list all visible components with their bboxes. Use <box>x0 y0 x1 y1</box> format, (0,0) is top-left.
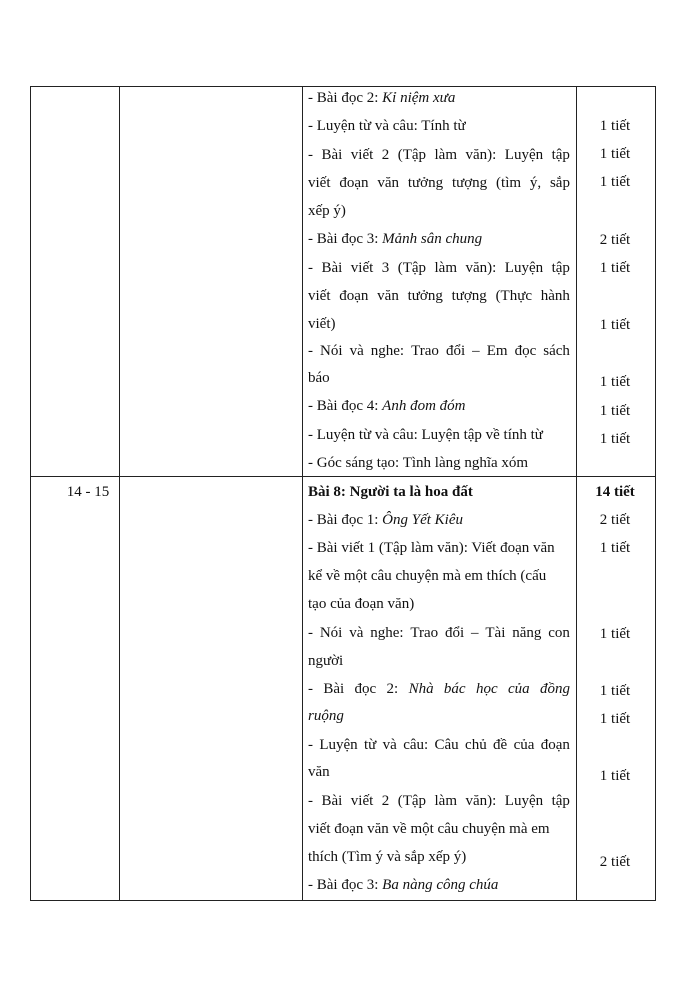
table-top-border <box>30 86 656 87</box>
lesson-writing-1-line2: kể về một câu chuyện mà em thích (cấu <box>308 568 547 584</box>
lesson-writing-1-line3: tạo của đoạn văn) <box>308 596 415 612</box>
lesson-reading-2: - Bài đọc 2: Kỉ niệm xưa <box>308 90 456 106</box>
period-value: 1 tiết <box>599 118 631 134</box>
period-value: 1 tiết <box>599 260 631 276</box>
unit-total-periods: 14 tiết <box>595 484 635 500</box>
lesson-writing-2b-line1: - Bài viết 2 (Tập làm văn): Luyện tập <box>308 793 570 809</box>
lesson-reading-3b: - Bài đọc 3: Ba nàng công chúa <box>308 877 499 893</box>
lesson-reading-3: - Bài đọc 3: Mảnh sân chung <box>308 231 483 247</box>
lesson-vocab-topic-line2: văn <box>308 764 330 780</box>
lesson-writing-2-line1: - Bài viết 2 (Tập làm văn): Luyện tập <box>308 147 570 163</box>
lesson-speaking-talent-line1: - Nói và nghe: Trao đổi – Tài năng con <box>308 625 570 641</box>
week-range: 14 - 15 <box>66 484 110 500</box>
lesson-vocab-topic-line1: - Luyện từ và câu: Câu chủ đề của đoạn <box>308 737 570 753</box>
lesson-speaking-line2: báo <box>308 370 330 386</box>
lesson-reading-2b-line1: - Bài đọc 2: Nhà bác học của đồng <box>308 681 570 697</box>
lesson-writing-3-line1: - Bài viết 3 (Tập làm văn): Luyện tập <box>308 260 570 276</box>
period-value: 1 tiết <box>599 683 631 699</box>
period-value: 1 tiết <box>599 374 631 390</box>
table-bottom-border <box>30 900 656 901</box>
period-value: 1 tiết <box>599 317 631 333</box>
lesson-speaking-talent-line2: người <box>308 653 344 669</box>
lesson-writing-2b-line3: thích (Tìm ý và sắp xếp ý) <box>308 849 467 865</box>
period-value: 1 tiết <box>599 403 631 419</box>
lesson-writing-2b-line2: viết đoạn văn về một câu chuyện mà em <box>308 821 550 837</box>
period-value: 2 tiết <box>599 232 631 248</box>
lesson-writing-3-line3: viết) <box>308 316 336 332</box>
row-divider <box>30 476 656 477</box>
lesson-writing-1-line1: - Bài viết 1 (Tập làm văn): Viết đoạn văn <box>308 540 555 556</box>
lesson-vocab-practice: - Luyện từ và câu: Luyện tập về tính từ <box>308 427 543 443</box>
period-value: 2 tiết <box>599 854 631 870</box>
lesson-writing-2-line3: xếp ý) <box>308 203 346 219</box>
table-left-border <box>30 86 31 901</box>
lesson-reading-1: - Bài đọc 1: Ông Yết Kiêu <box>308 512 463 528</box>
lesson-reading-4: - Bài đọc 4: Anh đom đóm <box>308 398 466 414</box>
lesson-writing-2-line2: viết đoạn văn tưởng tượng (tìm ý, sắp <box>308 175 570 191</box>
period-value: 1 tiết <box>599 768 631 784</box>
period-value: 1 tiết <box>599 540 631 556</box>
lesson-reading-2b-line2: ruộng <box>308 708 344 724</box>
period-value: 1 tiết <box>599 626 631 642</box>
period-value: 1 tiết <box>599 174 631 190</box>
lesson-vocab-adjective: - Luyện từ và câu: Tính từ <box>308 118 466 134</box>
lesson-writing-3-line2: viết đoạn văn tưởng tượng (Thực hành <box>308 288 570 304</box>
unit-heading: Bài 8: Người ta là hoa đất <box>308 484 473 500</box>
period-value: 1 tiết <box>599 146 631 162</box>
period-value: 1 tiết <box>599 431 631 447</box>
lesson-creative-corner: - Góc sáng tạo: Tình làng nghĩa xóm <box>308 455 529 471</box>
period-value: 2 tiết <box>599 512 631 528</box>
lesson-speaking-line1: - Nói và nghe: Trao đổi – Em đọc sách <box>308 343 570 359</box>
period-value: 1 tiết <box>599 711 631 727</box>
column-divider-2 <box>302 86 303 901</box>
column-divider-1 <box>119 86 120 901</box>
table-right-border <box>655 86 656 901</box>
